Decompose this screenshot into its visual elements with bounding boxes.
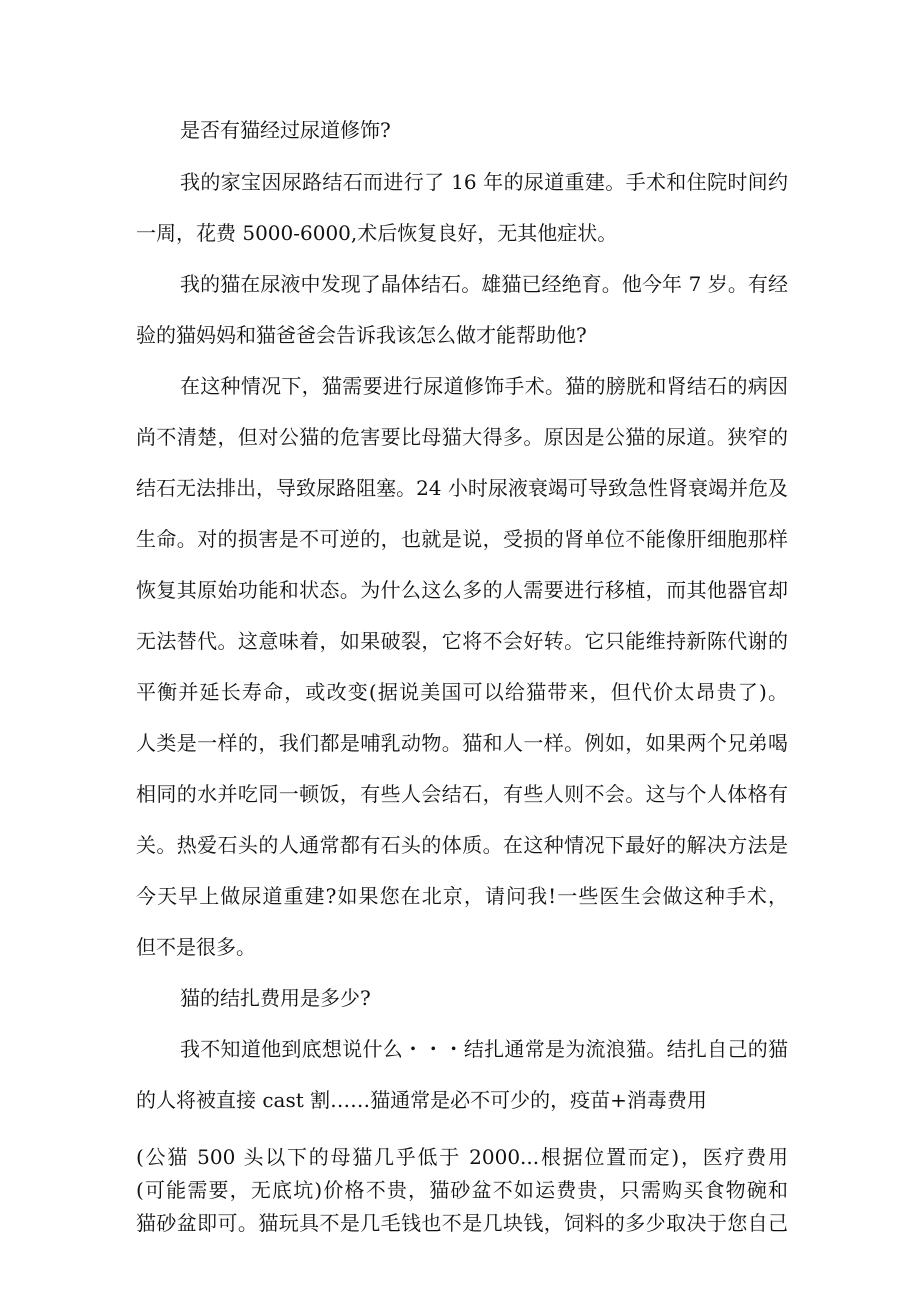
paragraph-line: (可能需要，无底坑)价格不贵，猫砂盆不如运费贵，只需购买食物碗和 xyxy=(136,1178,788,1202)
heading-urethra-question: 是否有猫经过尿道修饰? xyxy=(180,118,391,142)
paragraph-line: 一周，花费 5000-6000,术后恢复良好，无其他症状。 xyxy=(136,221,618,245)
paragraph-line: 生命。对的损害是不可逆的，也就是说，受损的肾单位不能像肝细胞那样 xyxy=(136,527,788,551)
paragraph-line: 的人将被直接 cast 割……猫通常是必不可少的，疫苗+消毒费用 xyxy=(136,1088,707,1112)
paragraph-line: 我的家宝因尿路结石而进行了 16 年的尿道重建。手术和住院时间约 xyxy=(180,170,788,194)
paragraph-line: 平衡并延长寿命，或改变(据说美国可以给猫带来，但代价太昂贵了)。 xyxy=(136,680,788,704)
paragraph-line: 我不知道他到底想说什么・・・结扎通常是为流浪猫。结扎自己的猫 xyxy=(180,1037,788,1061)
paragraph-line: 关。热爱石头的人通常都有石头的体质。在这种情况下最好的解决方法是 xyxy=(136,833,788,857)
paragraph-line: 人类是一样的，我们都是哺乳动物。猫和人一样。例如，如果两个兄弟喝 xyxy=(136,731,788,755)
paragraph-line: 结石无法排出，导致尿路阻塞。24 小时尿液衰竭可导致急性肾衰竭并危及 xyxy=(136,476,788,500)
heading-neuter-cost-question: 猫的结扎费用是多少? xyxy=(180,986,371,1010)
paragraph-line: 猫砂盆即可。猫玩具不是几毛钱也不是几块钱，饲料的多少取决于您自己 xyxy=(136,1211,788,1235)
paragraph-line: 尚不清楚，但对公猫的危害要比母猫大得多。原因是公猫的尿道。狭窄的 xyxy=(136,425,788,449)
paragraph-line: 今天早上做尿道重建?如果您在北京，请问我!一些医生会做这种手术， xyxy=(136,884,788,908)
paragraph-line: 验的猫妈妈和猫爸爸会告诉我该怎么做才能帮助他? xyxy=(136,323,587,347)
paragraph-line: (公猫 500 头以下的母猫几乎低于 2000...根据位置而定)，医疗费用 xyxy=(136,1145,788,1169)
paragraph-line: 无法替代。这意味着，如果破裂，它将不会好转。它只能维持新陈代谢的 xyxy=(136,629,788,653)
paragraph-line: 但不是很多。 xyxy=(136,935,256,959)
paragraph-line: 相同的水并吃同一顿饭，有些人会结石，有些人则不会。这与个人体格有 xyxy=(136,782,788,806)
paragraph-line: 我的猫在尿液中发现了晶体结石。雄猫已经绝育。他今年 7 岁。有经 xyxy=(180,272,788,296)
paragraph-line: 恢复其原始功能和状态。为什么这么多的人需要进行移植，而其他器官却 xyxy=(136,578,788,602)
paragraph-line: 在这种情况下，猫需要进行尿道修饰手术。猫的膀胱和肾结石的病因 xyxy=(180,374,788,398)
